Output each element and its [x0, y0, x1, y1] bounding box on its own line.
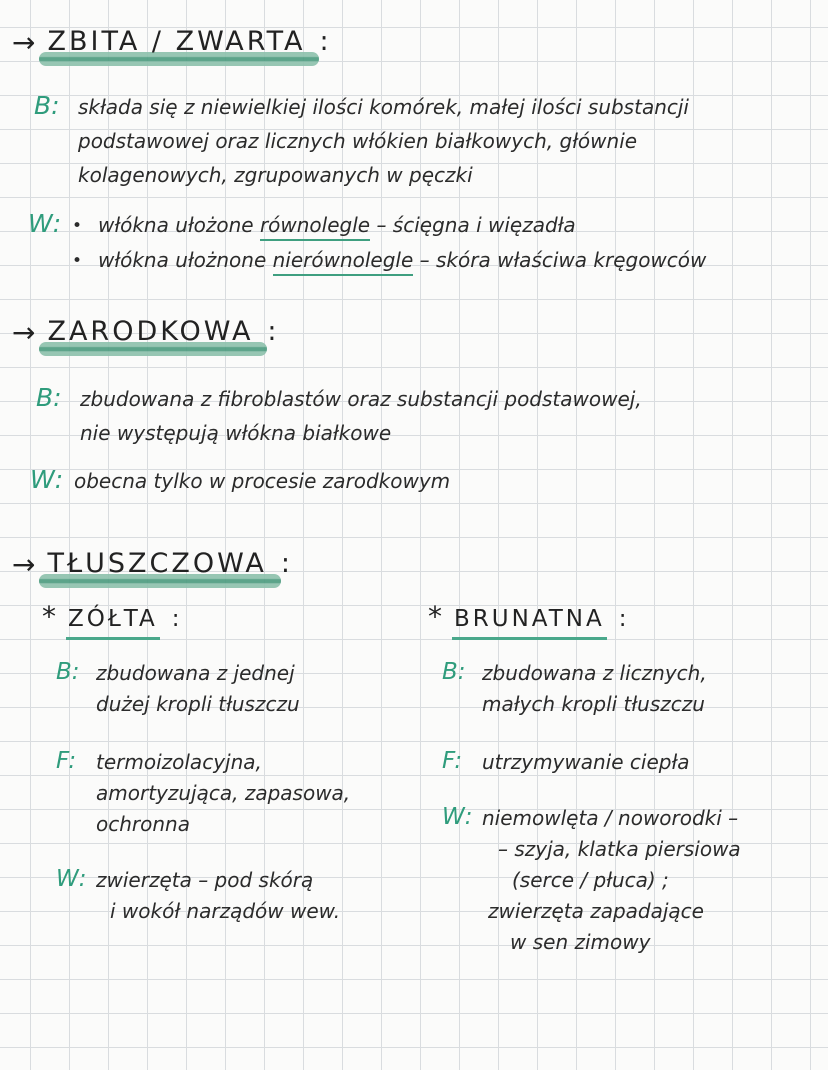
- section-header-zarodkowa: [12, 316, 280, 349]
- note-text: włókna ułożnone: [98, 248, 273, 272]
- sub-title-text: BRUNATNA: [452, 606, 607, 640]
- note-line: amortyzująca, zapasowa,: [96, 781, 351, 805]
- note-lines: [482, 803, 741, 958]
- section-title-zbita: [47, 26, 305, 57]
- note-lines: [80, 382, 642, 450]
- entry-budowa-zolta: [56, 658, 424, 720]
- note-line: zwierzęta – pod skórą: [96, 868, 314, 892]
- arrow-icon: →: [12, 26, 36, 59]
- note-line: składa się z niewielkiej ilości komórek, małej ilości substancji: [78, 95, 689, 119]
- colon: :: [171, 606, 183, 632]
- note-lines: [78, 90, 689, 192]
- note-lines: [96, 747, 350, 840]
- entry-funkcje-brunatna: [442, 747, 826, 778]
- section-title-zarodkowa: [47, 316, 253, 347]
- note-line: w sen zimowy: [510, 930, 651, 954]
- label-b: B:: [56, 659, 80, 685]
- section-title-tluszczowa: [47, 548, 266, 579]
- note-text: – skóra właściwa kręgowców: [413, 248, 707, 272]
- underlined-word: równolegle: [260, 213, 370, 241]
- label-w: W:: [30, 465, 64, 494]
- subheader-zolta: [42, 600, 424, 633]
- colon: :: [267, 316, 280, 347]
- arrow-icon: →: [12, 316, 36, 349]
- note-line: dużej kropli tłuszczu: [96, 692, 300, 716]
- colon: :: [280, 548, 293, 579]
- section-header-zbita: [12, 26, 332, 59]
- entry-wystepowanie-zarodkowa: [30, 464, 450, 498]
- label-b: B:: [36, 383, 62, 412]
- sub-title-brunatna: [452, 606, 607, 632]
- entry-wystepowanie-brunatna: [442, 803, 826, 958]
- note-line: nie występują włókna białkowe: [80, 421, 392, 445]
- note-line: utrzymywanie ciepła: [482, 750, 690, 774]
- sub-title-text: ZÓŁTA: [66, 606, 160, 640]
- colon: :: [319, 26, 332, 57]
- note-lines: [96, 658, 300, 720]
- note-line: zbudowana z licznych,: [482, 661, 707, 685]
- note-line: małych kropli tłuszczu: [482, 692, 705, 716]
- note-lines: [96, 865, 340, 927]
- note-lines: [482, 658, 707, 720]
- note-line: niemowlęta / noworodki –: [482, 806, 739, 830]
- note-lines: [74, 464, 450, 498]
- note-lines: [72, 208, 706, 278]
- note-text: – ścięgna i więzadła: [370, 213, 576, 237]
- note-line: (serce / płuca) ;: [512, 868, 669, 892]
- bullet-dot-icon: •: [72, 251, 83, 271]
- note-line: ochronna: [96, 812, 190, 836]
- label-w: W:: [56, 866, 87, 892]
- column-brunatna: [428, 600, 826, 958]
- bullet-dot-icon: •: [72, 216, 83, 236]
- entry-budowa-brunatna: [442, 658, 826, 720]
- note-line: [72, 208, 706, 243]
- section-title-text: ZARODKOWA: [47, 316, 254, 347]
- column-zolta: [42, 600, 424, 927]
- note-text: włókna ułożone: [98, 213, 260, 237]
- label-w: W:: [28, 209, 62, 238]
- colon: :: [618, 606, 630, 632]
- label-f: F:: [56, 748, 77, 774]
- entry-budowa-zbita: [34, 90, 689, 192]
- note-line: i wokół narządów wew.: [110, 899, 341, 923]
- note-lines: [482, 747, 689, 778]
- note-line: zwierzęta zapadające: [488, 899, 704, 923]
- label-b: B:: [34, 91, 60, 120]
- label-w: W:: [442, 804, 473, 830]
- note-line: zbudowana z jednej: [96, 661, 295, 685]
- entry-budowa-zarodkowa: [36, 382, 642, 450]
- label-f: F:: [442, 748, 463, 774]
- note-line: obecna tylko w procesie zarodkowym: [74, 469, 451, 493]
- sub-title-zolta: [66, 606, 160, 632]
- note-line: [72, 243, 706, 278]
- entry-wystepowanie-zbita: [28, 208, 706, 278]
- section-title-text: TŁUSZCZOWA: [47, 548, 267, 579]
- asterisk-icon: *: [428, 600, 442, 633]
- arrow-icon: →: [12, 548, 36, 581]
- entry-funkcje-zolta: [56, 747, 424, 840]
- entry-wystepowanie-zolta: [56, 865, 424, 927]
- section-title-text: ZBITA / ZWARTA: [47, 26, 306, 57]
- note-line: – szyja, klatka piersiowa: [498, 837, 741, 861]
- note-line: podstawowej oraz licznych włókien białkowych, głównie: [78, 129, 638, 153]
- note-line: kolagenowych, zgrupowanych w pęczki: [78, 163, 473, 187]
- label-b: B:: [442, 659, 466, 685]
- subheader-brunatna: [428, 600, 826, 633]
- note-line: zbudowana z fibroblastów oraz substancji podstawowej,: [80, 387, 642, 411]
- asterisk-icon: *: [42, 600, 56, 633]
- section-header-tluszczowa: [12, 548, 293, 581]
- underlined-word: nierównolegle: [273, 248, 414, 276]
- note-line: termoizolacyjna,: [96, 750, 262, 774]
